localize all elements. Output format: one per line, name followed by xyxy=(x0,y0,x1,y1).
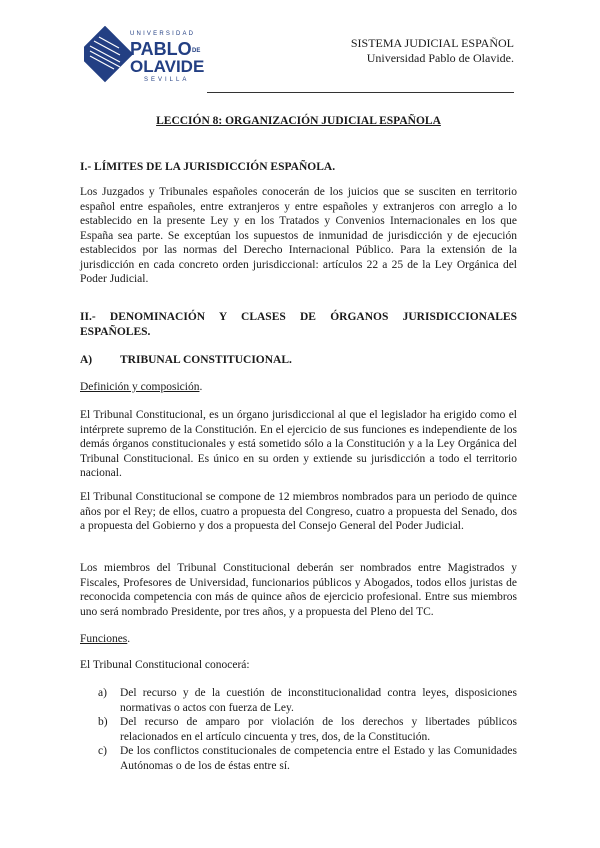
list-item-marker: a) xyxy=(98,687,107,699)
list-item xyxy=(80,715,517,744)
logo-de-text: DE xyxy=(192,48,201,54)
list-item xyxy=(80,686,517,715)
definition-label xyxy=(80,380,517,395)
list-item-text: De los conflictos constitucionales de competencia entre el Estado y las Comunidades Autónomas o de los de éstas entre sí. xyxy=(120,745,517,772)
tc-paragraph-3: Los miembros del Tribunal Constitucional deberán ser nombrados entre Magistrados y Fiscales, Profesores de Universidad, funcionarios públicos y Abogados, todos ellos juristas de reconocida competencia con más de quince años de ejercicio profesional. Entre sus miembros uno será nombrado Presidente, por tres años, y a propuesta del Pleno del TC. xyxy=(80,562,517,618)
university-logo xyxy=(84,26,214,84)
section1-heading: I.- LÍMITES DE LA JURISDICCIÓN ESPAÑOLA. xyxy=(80,161,336,173)
header-title xyxy=(351,36,514,66)
logo-bottom-text: SEVILLA xyxy=(144,77,190,83)
definition-label-suffix: . xyxy=(199,381,203,393)
logo-olavide-text: OLAVIDE xyxy=(130,57,205,76)
list-item-text: Del recurso y de la cuestión de inconstitucionalidad contra leyes, disposiciones normativas o actos con fuerza de Ley. xyxy=(120,687,517,714)
list-item xyxy=(80,744,517,773)
lesson-title: LECCIÓN 8: ORGANIZACIÓN JUDICIAL ESPAÑOLA xyxy=(156,115,441,127)
list-item-marker: b) xyxy=(98,716,108,728)
header-title-line2: Universidad Pablo de Olavide. xyxy=(366,51,514,65)
functions-label-suffix: . xyxy=(127,633,131,645)
subsection-letter: A) xyxy=(80,354,93,366)
logo-pablo-text: PABLO xyxy=(130,39,192,59)
tc-paragraph-1: El Tribunal Constitucional, es un órgano jurisdiccional al que el legislador ha erigido como el intérprete supremo de la Constitución. En el ejercicio de sus funciones es independiente de los demás órganos constitucionales y está sometido sólo a la Constitución y a la Ley Orgánica del Tribunal Constitucional. Es único en su orden y extiende su jurisdicción a todo el territorio nacional. xyxy=(80,409,517,479)
list-item-text: Del recurso de amparo por violación de los derechos y libertades públicos relacionados en el artículo cincuenta y tres, dos, de la Constitución. xyxy=(120,716,517,743)
section2-heading: II.- DENOMINACIÓN Y CLASES DE ÓRGANOS JURISDICCIONALES ESPAÑOLES. xyxy=(80,311,517,338)
subsection-title: TRIBUNAL CONSTITUCIONAL. xyxy=(120,354,292,366)
functions-label-text: Funciones xyxy=(80,633,128,645)
functions-label xyxy=(80,632,517,647)
definition-label-text: Definición y composición xyxy=(80,381,200,393)
list-item-marker: c) xyxy=(98,745,107,757)
section1-paragraph: Los Juzgados y Tribunales españoles conocerán de los juicios que se susciten en territorio español entre españoles, entre extranjeros y entre españoles y extranjeros con arreglo a lo establecido en la presente Ley y en los Tratados y Convenios Internacionales en los que España sea parte. Se exceptúan los supuestos de inmunidad de jurisdicción y de ejecución establecidos por las normas del Derecho Internacional Público. Para la extensión de la jurisdicción en cada concreto orden jurisdiccional: artículos 22 a 25 de la Ley Orgánica del Poder Judicial. xyxy=(80,186,517,285)
logo-top-text: UNIVERSIDAD xyxy=(130,31,196,37)
header-title-line1: SISTEMA JUDICIAL ESPAÑOL xyxy=(350,36,514,50)
tc-paragraph-2: El Tribunal Constitucional se compone de 12 miembros nombrados para un periodo de quince años por el Rey; de ellos, cuatro a propuesta del Congreso, cuatro a propuesta del Senado, dos a propuesta del Gobierno y dos a propuesta del Consejo General del Poder Judicial. xyxy=(80,491,517,532)
subsection-tc-heading xyxy=(80,353,292,368)
functions-intro: El Tribunal Constitucional conocerá: xyxy=(80,659,250,671)
header-divider xyxy=(207,92,514,93)
logo-emblem-icon xyxy=(84,26,133,82)
functions-list xyxy=(80,686,517,773)
